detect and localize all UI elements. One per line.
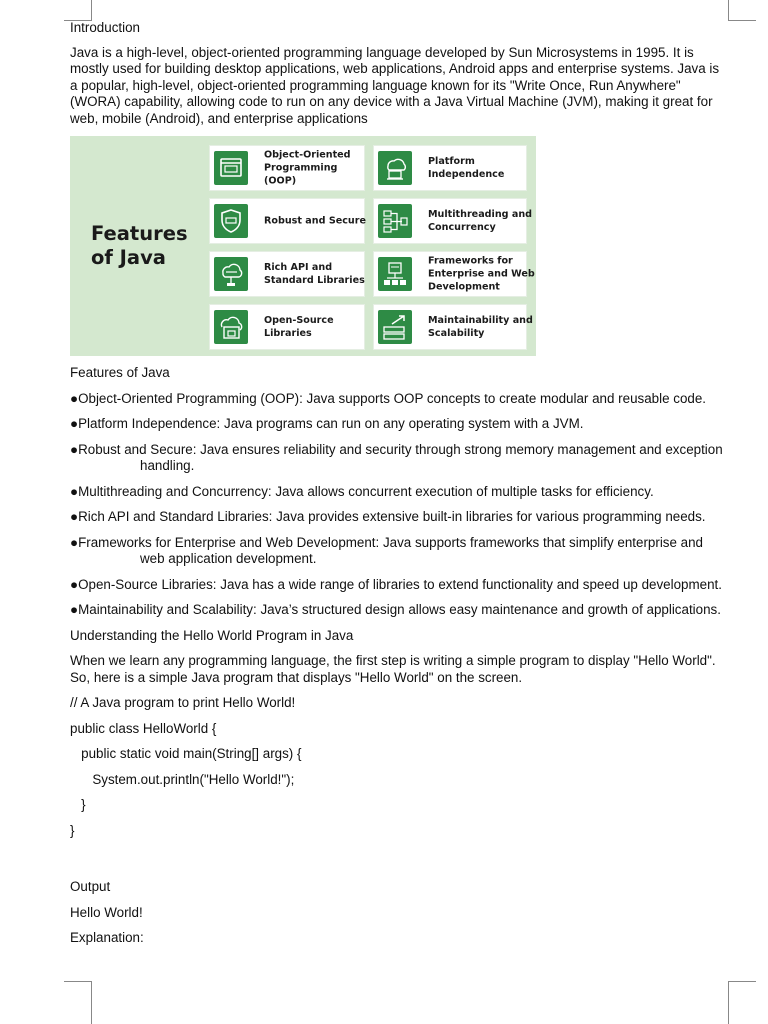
feature-item: ●Open-Source Libraries: Java has a wide range of libraries to extend functionality and speed up development. <box>70 576 722 592</box>
features-heading: Features of Java <box>70 365 170 380</box>
feature-card-label: Open-Source Libraries <box>264 315 334 339</box>
feature-card-label: Rich API and Standard Libraries <box>264 262 365 286</box>
feature-card-label: Object-Oriented Programming (OOP) <box>264 149 351 187</box>
intro-paragraph: Java is a high-level, object-oriented programming language developed by Sun Microsystems in 1995. It is mostly used for building desktop applications, web applications, Android apps and enterprise systems. Java is a popular, high-level, object-oriented programming language known for its "Write Once, Run Anywhere" (WORA) capability, allowing code to run on any device with a Java Virtual Machine (JVM), making it great for web, mobile (Android), and enterprise applications <box>70 44 720 126</box>
feature-card-platform <box>373 145 527 191</box>
feature-item: ●Rich API and Standard Libraries: Java provides extensive built-in libraries for various programming needs. <box>70 509 706 524</box>
feature-card-frameworks <box>373 251 535 297</box>
features-figure <box>70 136 536 356</box>
crop-mark-bottom-left-v <box>91 981 92 1024</box>
feature-card-label: Maintainability and Scalability <box>428 315 533 339</box>
feature-item: ●Maintainability and Scalability: Java’s structured design allows easy maintenance and growth of applications. <box>70 602 721 617</box>
feature-card-rich-api <box>209 251 365 297</box>
server-arrow-icon <box>378 310 412 344</box>
crop-mark-bottom-left-h <box>64 981 92 982</box>
crop-mark-bottom-right-h <box>728 981 756 982</box>
feature-item: ●Multithreading and Concurrency: Java allows concurrent execution of multiple tasks for efficiency. <box>70 483 654 499</box>
feature-item: ●Platform Independence: Java programs can run on any operating system with a JVM. <box>70 416 584 431</box>
crop-mark-top-left-v <box>91 0 92 21</box>
feature-card-label: Platform Independence <box>428 156 505 180</box>
crop-mark-bottom-right-v <box>728 981 729 1024</box>
cloud-box-icon <box>214 310 248 344</box>
code-line: public static void main(String[] args) { <box>70 746 302 761</box>
feature-item: ●Frameworks for Enterprise and Web Development: Java supports frameworks that simplify enterprise and web application development. <box>70 534 703 566</box>
feature-card-label: Multithreading and Concurrency <box>428 209 533 233</box>
code-line: } <box>70 822 75 838</box>
cloud-laptop-icon <box>378 151 412 185</box>
code-line: } <box>70 797 86 812</box>
crop-mark-top-right-h <box>728 20 756 21</box>
figure-title <box>91 222 188 270</box>
document-page <box>70 20 726 956</box>
feature-card-oop <box>209 145 365 191</box>
output-heading: Output <box>70 879 111 894</box>
feature-card-multithreading <box>373 198 533 244</box>
thread-branches-icon <box>378 204 412 238</box>
figure-title-line2: of Java <box>91 246 166 269</box>
spacer <box>70 848 726 879</box>
crop-mark-top-right-v <box>728 0 729 21</box>
hello-world-heading: Understanding the Hello World Program in Java <box>70 627 354 643</box>
output-value: Hello World! <box>70 904 143 920</box>
feature-item: ●Object-Oriented Programming (OOP): Java supports OOP concepts to create modular and reusable code. <box>70 390 707 406</box>
hello-world-paragraph: When we learn any programming language, the first step is writing a simple program to display "Hello World". So, here is a simple Java program that displays "Hello World" on the screen. <box>70 653 716 685</box>
explanation-heading: Explanation: <box>70 930 144 945</box>
monitor-network-icon <box>378 257 412 291</box>
feature-card-open-source <box>209 304 365 350</box>
code-line: // A Java program to print Hello World! <box>70 695 296 710</box>
shield-icon <box>214 204 248 238</box>
feature-item: ●Robust and Secure: Java ensures reliability and security through strong memory management and exception handling. <box>70 441 723 473</box>
cloud-api-icon <box>214 257 248 291</box>
window-code-icon <box>214 151 248 185</box>
feature-card-label: Robust and Secure <box>264 215 366 227</box>
feature-card-label: Frameworks for Enterprise and Web Development <box>428 255 535 293</box>
intro-heading: Introduction <box>70 20 140 35</box>
feature-card-robust <box>209 198 365 244</box>
code-line: System.out.println("Hello World!"); <box>70 771 295 787</box>
code-line: public class HelloWorld { <box>70 720 217 736</box>
figure-title-line1: Features <box>91 222 188 245</box>
feature-card-maintainability <box>373 304 533 350</box>
